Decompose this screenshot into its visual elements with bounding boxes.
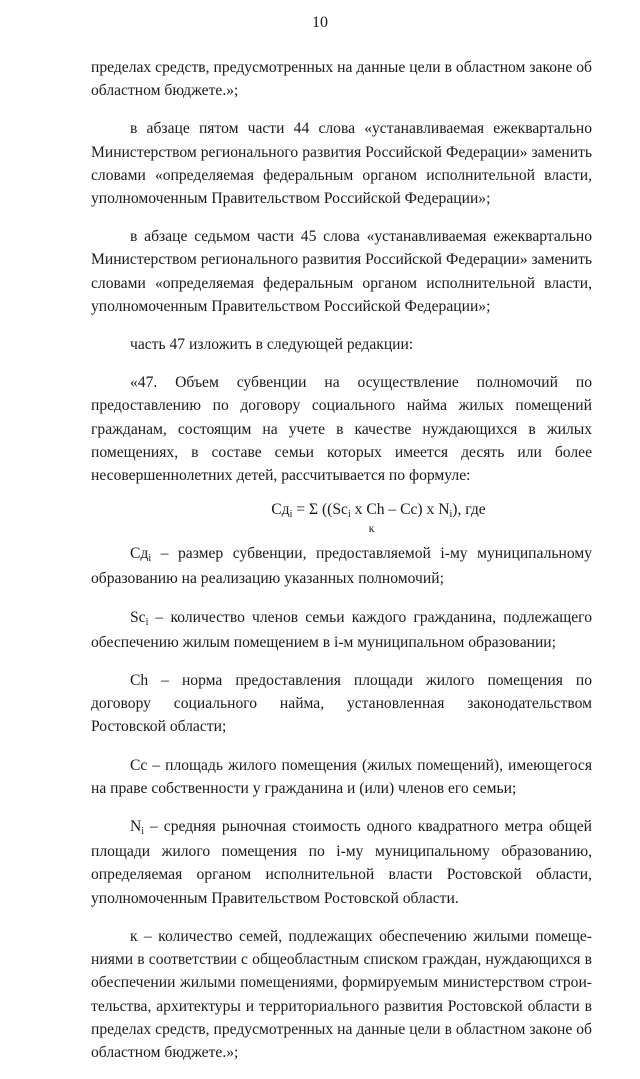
- definition-term: N: [130, 818, 142, 836]
- definition-term: Сд: [130, 545, 149, 563]
- definition-text: – количество членов семьи каждого гражданина, подлежащего обеспечению жилым помещением в i-м муниципальном образовании;: [91, 608, 592, 651]
- definition-text: – количество семей, подлежащих обеспечению жилыми помещениями в соответствии с общеобластным списком граждан, нуждающихся в обеспечении жилыми помещениями, формируемым министерством строительства, архитектуры и территориального развития Ростовской области в пределах средств, предусмотренных на данные цели в областном законе об областном бюджете.»;: [91, 927, 592, 1061]
- definition-term: Sc: [130, 608, 146, 626]
- definition-term-sub: i: [141, 826, 145, 838]
- formula: [91, 500, 592, 534]
- definition-cc: [91, 754, 592, 800]
- paragraph-part-45: в абзаце седьмом части 45 слова «устанавливаемая ежеквартально Министерством регионального развития Российской Федерации» заменить словами «определяемая федеральным органом исполнительной власти, уполномоченным Правительством Российской Федерации»;: [91, 228, 592, 315]
- formula-expression: [271, 500, 485, 522]
- definition-text: – размер субвенции, предоставляемой i-му муниципальному образованию на реализацию указанных полномочий;: [91, 545, 592, 588]
- definition-n: [91, 815, 592, 910]
- formula-sum-index: к: [368, 521, 375, 536]
- formula-sc-sub: i: [347, 509, 351, 521]
- definition-ch: [91, 669, 592, 739]
- definition-sc: [91, 606, 592, 654]
- page-number: 10: [312, 14, 328, 31]
- formula-tail: ), где: [452, 501, 486, 519]
- formula-n-sub: i: [449, 509, 453, 521]
- definition-sd: [91, 542, 592, 590]
- formula-lhs: Сд: [271, 501, 290, 519]
- definition-k: [91, 925, 592, 1064]
- definition-term-sub: i: [148, 553, 152, 565]
- definition-text: – норма предоставления площади жилого помещения по договору социального найма, установленная законодательством Ростовской области;: [91, 672, 592, 736]
- definition-term: к: [130, 927, 138, 945]
- definition-term: Cc: [130, 756, 148, 774]
- formula-mid: х Ch – Cc) х N: [350, 501, 450, 519]
- definition-term: Ch: [130, 672, 149, 690]
- definition-text: – площадь жилого помещения (жилых помещений), имеющегося на праве собственности у гражданина и (или) членов его семьи;: [91, 756, 592, 797]
- document-body: [91, 56, 592, 1079]
- definition-text: – средняя рыночная стоимость одного квадратного метра общей площади жилого помещения по i-му муниципальному образованию, определяемая органом исполнительной власти Ростовской области, уполномоченным Правительством Ростовской области.: [91, 818, 592, 907]
- paragraph-part-47-text: «47. Объем субвенции на осуществление полномочий по предоставлению по договору социального найма жилых помещений гражданам, состоящим на учете в качестве нуждающихся в жилых помещениях, в составе семьи которых имеется десять или более несовершеннолетних детей, рассчитывается по формуле:: [91, 374, 592, 485]
- paragraph-part-47-intro: часть 47 изложить в следующей редакции:: [130, 336, 414, 354]
- formula-lhs-sub: i: [289, 509, 293, 521]
- formula-eq: = Σ ((Sc: [292, 501, 348, 519]
- paragraph-part-44: в абзаце пятом части 44 слова «устанавливаемая ежеквартально Министерством регионального развития Российской Федерации» заменить словами «определяемая федеральным органом исполнительной власти, уполномоченным Правительством Российской Федерации»;: [91, 120, 592, 208]
- paragraph-continuation: пределах средств, предусмотренных на данные цели в областном законе об областном бюджете.»;: [91, 59, 592, 100]
- definition-term-sub: i: [145, 616, 149, 628]
